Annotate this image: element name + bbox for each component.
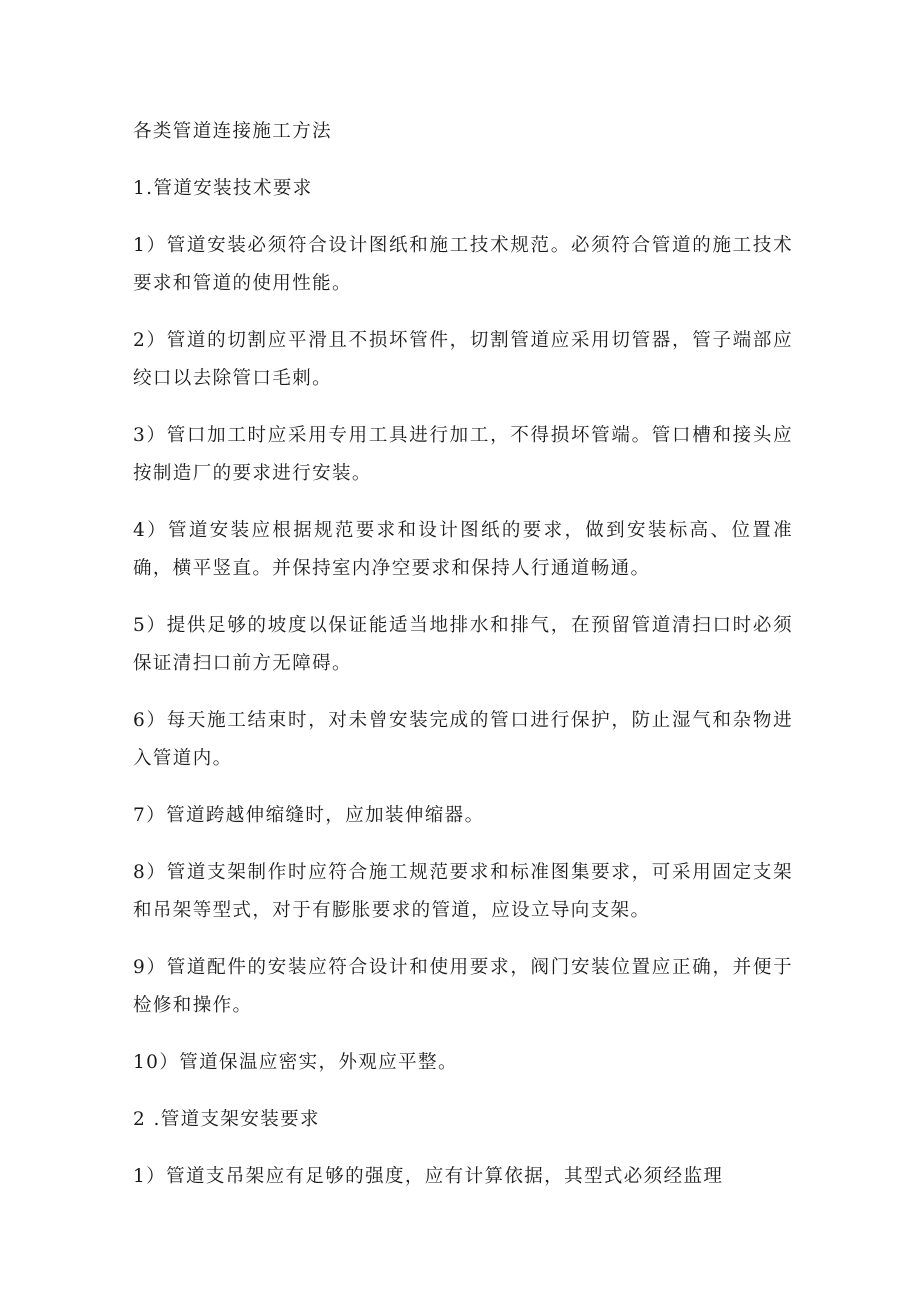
- section-1-item-5: 5）提供足够的坡度以保证能适当地排水和排气，在预留管道清扫口时必须保证清扫口前方无障碍。: [133, 615, 793, 674]
- document-title: 各类管道连接施工方法: [133, 121, 333, 142]
- section-1-item-10: 10）管道保温应密实，外观应平整。: [133, 1052, 458, 1073]
- section-1-item-7: 7）管道跨越伸缩缝时，应加装伸缩器。: [133, 805, 485, 826]
- section-1-item-1: 1）管道安装必须符合设计图纸和施工技术规范。必须符合管道的施工技术要求和管道的使用性能。: [133, 235, 793, 294]
- section-1-item-2: 2）管道的切割应平滑且不损坏管件，切割管道应采用切管器，管子端部应绞口以去除管口毛刺。: [133, 330, 793, 389]
- section-1-item-9: 9）管道配件的安装应符合设计和使用要求，阀门安装位置应正确，并便于检修和操作。: [133, 957, 793, 1016]
- section-1-item-4: 4）管道安装应根据规范要求和设计图纸的要求，做到安装标高、位置准确，横平竖直。并保持室内净空要求和保持人行通道畅通。: [133, 520, 793, 579]
- section-1-item-3: 3）管口加工时应采用专用工具进行加工，不得损坏管端。管口槽和接头应按制造厂的要求进行安装。: [133, 425, 793, 484]
- document-body: [133, 113, 793, 1215]
- section-1-heading: 1.管道安装技术要求: [133, 178, 313, 199]
- section-1-item-6: 6）每天施工结束时，对未曾安装完成的管口进行保护，防止湿气和杂物进入管道内。: [133, 710, 793, 769]
- section-1-item-8: 8）管道支架制作时应符合施工规范要求和标准图集要求，可采用固定支架和吊架等型式，对于有膨胀要求的管道，应设立导向支架。: [133, 862, 793, 921]
- section-2-heading: 2 .管道支架安装要求: [133, 1109, 320, 1130]
- section-2-item-1: 1）管道支吊架应有足够的强度，应有计算依据，其型式必须经监理: [133, 1166, 724, 1187]
